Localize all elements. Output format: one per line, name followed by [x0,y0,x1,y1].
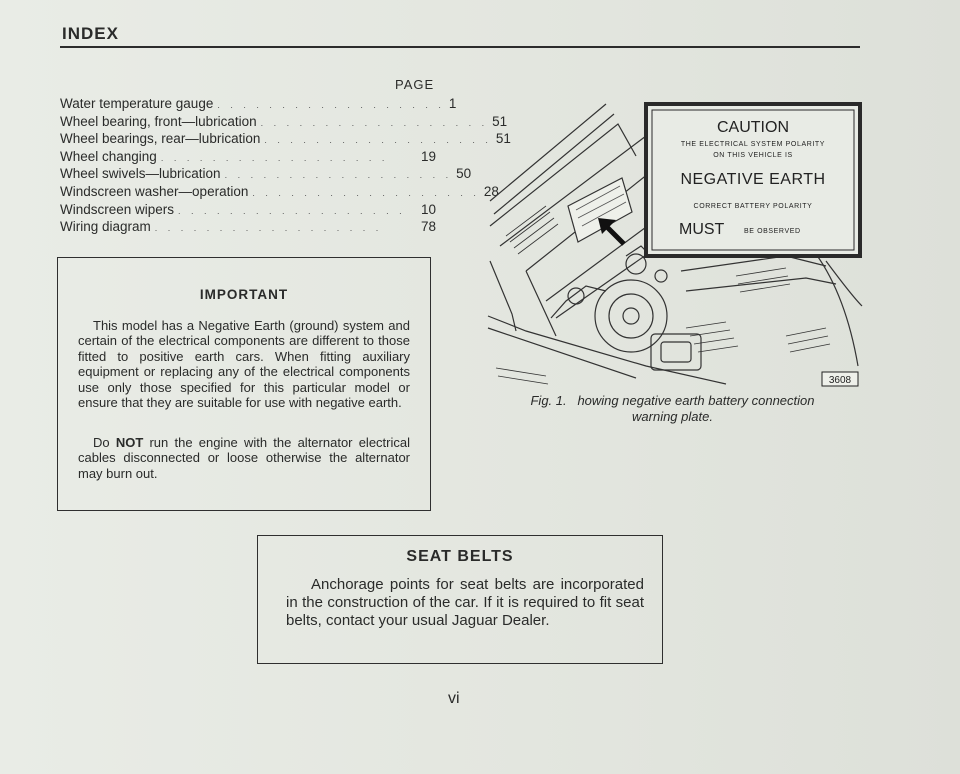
figure-caption-line1: Fig. 1. howing negative earth battery connection [530,393,815,408]
caution-line3: CORRECT BATTERY POLARITY [693,203,813,210]
index-entry [60,131,511,149]
figure-illustration [483,96,866,391]
index-entry [60,96,457,114]
index-entry-label: Windscreen washer—operation [60,183,249,199]
index-entry-page: 10 [420,201,436,217]
caution-title: CAUTION [717,119,789,136]
caution-negative-earth: NEGATIVE EARTH [680,171,826,188]
figure-caption [500,393,845,425]
index-entry [60,202,436,220]
index-entry [60,166,472,184]
index-entry-label: Wheel changing [60,148,157,164]
leader-dots: . . . . . . . . . . . . . . . . . . [160,152,389,163]
caution-line1: THE ELECTRICAL SYSTEM POLARITY [680,141,826,148]
figure-number: 3608 [828,375,852,386]
index-entry-page: 51 [492,113,508,129]
seat-belts-title: SEAT BELTS [406,548,514,565]
index-entry-label: Wiring diagram [60,219,151,235]
index-heading: INDEX [62,24,119,43]
figure-caption-line2: warning plate. [632,409,713,424]
index-entry-page: 19 [420,148,436,164]
leader-dots: . . . . . . . . . . . . . . . . . . [224,170,453,181]
index-entry-label: Wheel bearings, rear—lubrication [60,131,261,147]
index-entry [60,183,499,202]
leader-dots: . . . . . . . . . . . . . . . . . . [264,135,492,146]
leader-dots: . . . . . . . . . . . . . . . . . . [154,223,383,234]
index-entry-page: 1 [448,96,457,111]
heading-rule [60,46,860,48]
leader-dots: . . . . . . . . . . . . . . . . . . [260,117,489,128]
caution-be-observed: BE OBSERVED [744,228,801,235]
leader-dots: . . . . . . . . . . . . . . . . . . [217,100,445,110]
index-list [60,96,511,237]
arrow-icon [598,218,624,244]
seat-belts-box [257,535,663,664]
index-entry-page: 78 [420,219,436,235]
index-entry-page: 51 [495,131,511,147]
important-paragraph: This model has a Negative Earth (ground) system and certain of the electrical components are different to those fitted to positive earth cars. When fitting auxiliary equipment or replacing any of the electrical components use only those specified for this particular model or ensure that they are suitable for use with negative earth. [78,318,410,411]
caution-must: MUST [679,221,725,238]
index-entry [60,219,436,237]
warning-text-end: run the engine with the alternator electrical cables disconnected or loose otherwise the alternator may burn out. [78,435,410,481]
figure-number-label [822,372,858,386]
warning-emphasis: NOT [115,435,144,450]
index-entry-page: 50 [456,166,472,182]
index-entry-label: Wheel swivels—lubrication [60,166,221,182]
warning-text-start: Do [93,435,116,450]
index-entry-label: Windscreen wipers [60,201,175,217]
caution-plate [646,104,860,256]
important-warning-paragraph [78,435,410,481]
index-entry-label: Water temperature gauge [60,96,214,111]
seat-belts-text: Anchorage points for seat belts are incorporated in the construction of the car. If it is required to fit seat belts, contact your usual Jaguar Dealer. [286,576,644,629]
important-notice-box [57,257,431,511]
important-title: IMPORTANT [199,287,289,302]
index-entry-label: Wheel bearing, front—lubrication [60,113,257,129]
index-entry [60,113,508,132]
leader-dots: . . . . . . . . . . . . . . . . . . [178,205,406,216]
page-column-header: PAGE [395,77,435,92]
index-entry-page: 28 [483,183,499,199]
caution-line2: ON THIS VEHICLE IS [713,152,793,159]
page-number: vi [448,690,460,707]
leader-dots: . . . . . . . . . . . . . . . . . . [252,187,480,198]
index-entry [60,149,436,167]
